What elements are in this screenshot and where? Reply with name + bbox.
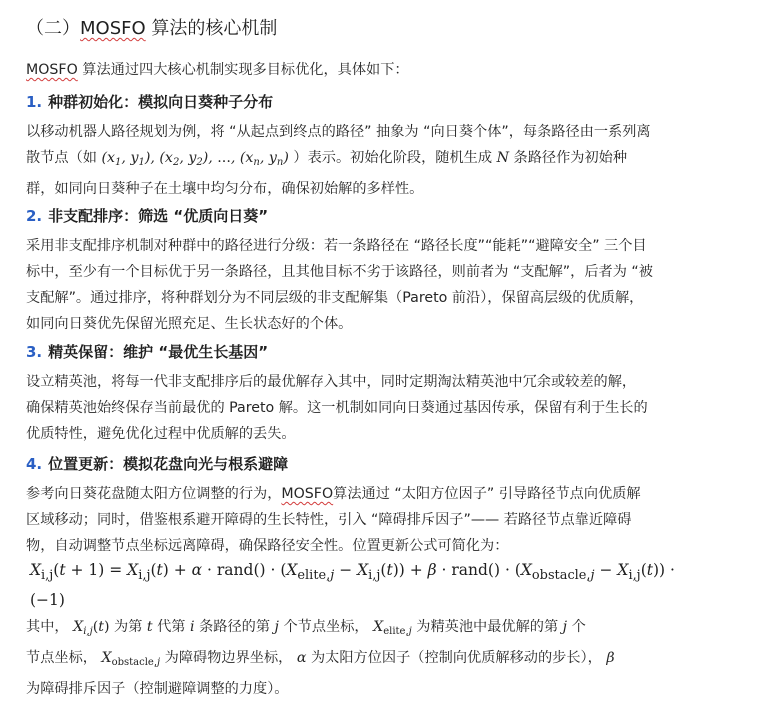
section-1-title-text: 种群初始化：模拟向日葵种子分布 [48, 93, 274, 111]
section-4-paragraph [26, 481, 726, 559]
section-3-paragraph [26, 369, 726, 447]
intro-text: 算法通过四大核心机制实现多目标优化，具体如下： [77, 62, 409, 78]
section-4-line-1-b: 算法通过 “太阳方位因子” 引导路径节点向优质解 [333, 486, 641, 502]
expl-t3: 代第 [157, 619, 190, 635]
formula-line-2: (−1) [30, 591, 65, 610]
section-2-paragraph [26, 233, 726, 337]
section-1-number: 1. [26, 93, 43, 111]
explanation-line-2 [26, 645, 756, 676]
n-math: N [496, 150, 509, 166]
j-math: j [274, 619, 279, 635]
section-4-line-1-a: 参考向日葵花盘随太阳方位调整的行为， [26, 486, 282, 502]
intro-paragraph [26, 57, 726, 83]
section-3-number: 3. [26, 343, 43, 361]
section-1-title [26, 91, 273, 112]
section-3-line-2: 确保精英池始终保存当前最优的 Pareto 解。这一机制如同向日葵通过基因传承，保留有利于生长的 [26, 400, 648, 416]
section-1-line-2 [26, 145, 726, 176]
section-4-latin: MOSFO [281, 486, 334, 502]
t-math: t [146, 619, 153, 635]
section-3-line-1: 设立精英池，将每一代非支配排序后的最优解存入其中，同时定期淘汰精英池中冗余或较差的解， [26, 374, 637, 390]
expl-t8: 节点坐标， [26, 650, 97, 666]
alpha-math: α [296, 650, 307, 666]
section-2-title-text: 非支配排序：筛选 “优质向日葵” [48, 207, 269, 225]
nodes-math: ($x_1$, $y_1$), ($x_2$, $y_2$), ..., ($x_n$, $y_n$) [101, 150, 289, 168]
explanation-paragraph [26, 614, 756, 702]
i-math: i [190, 619, 195, 635]
expl-t1: 其中， [26, 619, 69, 635]
section-3-title-text: 精英保留：维护 “最优生长基因” [48, 343, 269, 361]
section-2-line-1: 采用非支配排序机制对种群中的路径进行分级：若一条路径在 “路径长度”“能耗”“避障安全” 三个目 [26, 238, 647, 254]
section-2-title [26, 205, 268, 226]
update-formula [30, 558, 760, 613]
section-heading [26, 14, 277, 40]
heading-latin: MOSFO [80, 18, 146, 39]
section-4-line-3: 物，自动调整节点坐标远离障碍，确保路径安全性。位置更新公式可简化为： [26, 538, 509, 554]
section-3-title [26, 341, 268, 362]
section-1-paragraph [26, 119, 726, 202]
section-2-line-3: 支配解”。通过排序，将种群划分为不同层级的非支配解集（Pareto 前沿），保留高层级的优质解， [26, 290, 644, 306]
section-1-line-2-b: ）表示。初始化阶段，随机生成 [293, 150, 493, 166]
section-3-line-3: 优质特性，避免优化过程中优质解的丢失。 [26, 426, 296, 442]
section-1-line-3: 群，如同向日葵种子在土壤中均匀分布，确保初始解的多样性。 [26, 181, 424, 197]
expl-t5: 个节点坐标， [283, 619, 369, 635]
explanation-line-1 [26, 614, 756, 645]
expl-t6: 为精英池中最优解的第 [416, 619, 563, 635]
expl-t9: 为障碍物边界坐标， [164, 650, 293, 666]
xij-math: $X_{i,j}(t)$ [73, 619, 110, 637]
xobstacle-math: $X_{obstacle,j}$ [101, 650, 161, 668]
section-4-title-text: 位置更新：模拟花盘向光与根系避障 [48, 455, 289, 473]
expl-t10: 为太阳方位因子（控制向优质解移动的步长）， [310, 650, 602, 666]
intro-latin: MOSFO [26, 62, 78, 78]
explanation-line-3: 为障碍排斥因子（控制避障调整的力度）。 [26, 681, 289, 697]
beta-math: β [606, 650, 615, 666]
section-1-line-2-a: 散节点（如 [26, 150, 97, 166]
section-2-number: 2. [26, 207, 43, 225]
section-2-line-2: 标中，至少有一个目标优于另一条路径，且其他目标不劣于该路径，则前者为 “支配解”，后者为 “被 [26, 264, 653, 280]
heading-suffix: 算法的核心机制 [145, 18, 278, 39]
section-1-line-2-c: 条路径作为初始种 [513, 150, 628, 166]
j2-math: j [562, 619, 568, 635]
expl-t4: 条路径的第 [199, 619, 275, 635]
heading-prefix: （二） [26, 18, 80, 39]
section-2-line-4: 如同向日葵优先保留光照充足、生长状态好的个体。 [26, 316, 353, 332]
expl-t2: 为第 [114, 619, 147, 635]
section-1-line-1: 以移动机器人路径规划为例，将 “从起点到终点的路径” 抽象为 “向日葵个体”，每条路径由一系列离 [26, 124, 651, 140]
xelite-math: $X_{elite,j}$ [373, 619, 412, 637]
section-4-number: 4. [26, 455, 43, 473]
expl-t7: 个 [571, 619, 586, 635]
section-4-line-2: 区域移动；同时，借鉴根系避开障碍的生长特性，引入 “障碍排斥因子”—— 若路径节点靠近障碍 [26, 512, 632, 528]
formula-line-1: $X_{i,j}(t + 1) = X_{i,j}(t) + \alpha$ · rand() · $(X_{elite,j} - X_{i,j}(t)) + \beta$ · rand() · $(X_{obstacle,j} - X_{i,j}(t))$ · [30, 561, 675, 584]
section-4-line-1 [26, 481, 726, 507]
section-4-title [26, 453, 288, 474]
